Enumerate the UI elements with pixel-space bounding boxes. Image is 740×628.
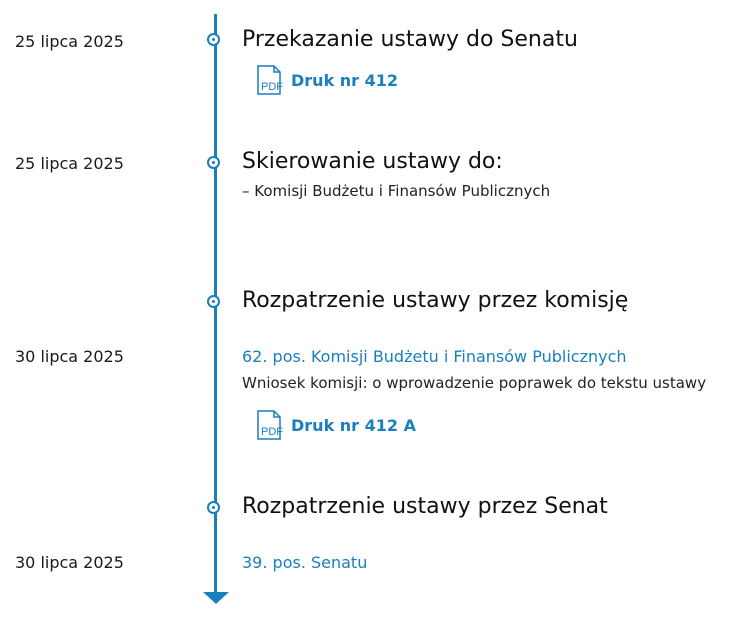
timeline-dot-icon [207, 295, 220, 308]
svg-text:PDF: PDF [261, 426, 283, 438]
pdf-label: Druk nr 412 A [291, 415, 416, 435]
timeline-dot-icon [207, 33, 220, 46]
pdf-icon [257, 410, 283, 440]
timeline-dot-icon [207, 501, 220, 514]
event-title: Rozpatrzenie ustawy przez komisję [242, 288, 629, 313]
pdf-label: Druk nr 412 [291, 70, 399, 90]
timeline-arrow-down-icon [203, 592, 229, 604]
event-date: 30 lipca 2025 [15, 553, 124, 572]
event-date: 25 lipca 2025 [15, 32, 124, 51]
senate-session-link[interactable]: 39. pos. Senatu [242, 553, 368, 572]
pdf-icon [257, 65, 283, 95]
timeline-dot-icon [207, 156, 220, 169]
event-date: 30 lipca 2025 [15, 347, 124, 366]
event-title: Przekazanie ustawy do Senatu [242, 27, 578, 52]
event-date: 25 lipca 2025 [15, 154, 124, 173]
pdf-attachment-link[interactable] [257, 410, 416, 440]
svg-text:PDF: PDF [261, 81, 283, 93]
event-title: Skierowanie ustawy do: [242, 149, 503, 174]
pdf-attachment-link[interactable] [257, 65, 398, 95]
committee-session-link[interactable]: 62. pos. Komisji Budżetu i Finansów Publicznych [242, 347, 627, 366]
event-title: Rozpatrzenie ustawy przez Senat [242, 494, 608, 519]
event-detail: – Komisji Budżetu i Finansów Publicznych [242, 182, 551, 200]
committee-motion-note: Wniosek komisji: o wprowadzenie poprawek do tekstu ustawy [242, 374, 707, 392]
